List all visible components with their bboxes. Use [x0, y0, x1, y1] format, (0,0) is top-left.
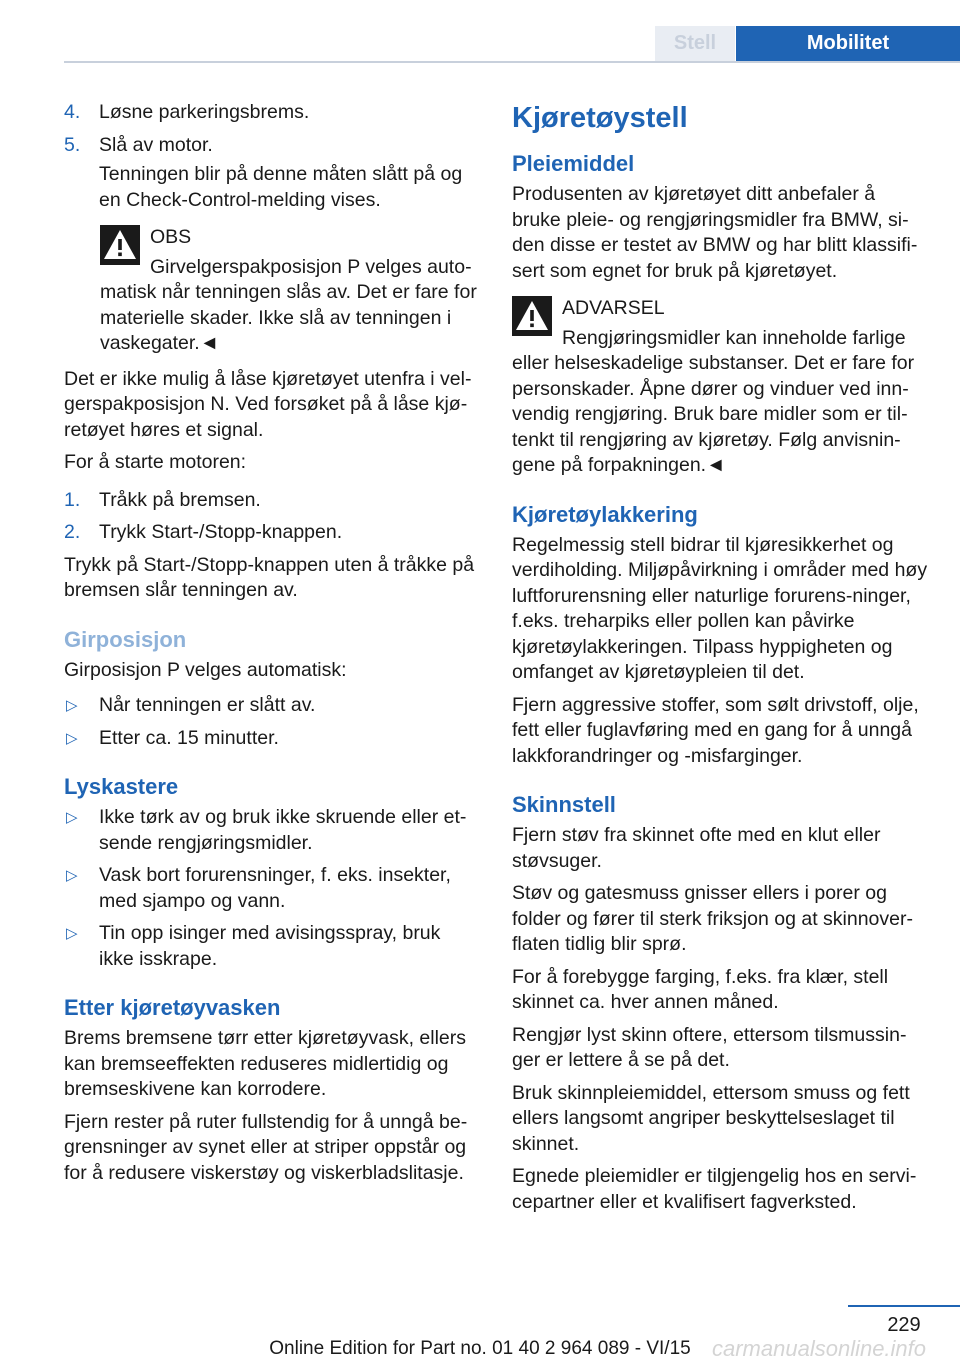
warning-text: eller helseskadelige substanser. Det er fare for personskader. Åpne dører og vinduer ved inn-vendig rengjøring. Bruk bare midler som er til-tenkt til rengjøring av kjøretøy. Følg anvisnin-gene på forpakningen.◄ [512, 352, 915, 476]
paragraph: Fjern rester på ruter fullstendig for å unngå be-grensninger av synet eller at striper oppstår og for å redusere viskerstøy og viskerbladslitasje. [64, 1110, 468, 1184]
warning-icon [100, 225, 140, 265]
tab-stell: Stell [655, 26, 735, 61]
bullet-item [64, 726, 480, 752]
step-text: Slå av motor. [99, 133, 213, 156]
triangle-bullet-icon: ▷ [66, 809, 78, 826]
step-text: Løsne parkeringsbrems. [99, 101, 310, 123]
notice-label: OBS [150, 226, 192, 248]
footer-rule [848, 1305, 960, 1307]
list-item [64, 100, 480, 126]
paragraph: Rengjør lyst skinn oftere, ettersom tilsmussin-ger er lettere å se på det. [512, 1023, 907, 1071]
paragraph: Egnede pleiemidler er tilgjengelig hos en servi-cepartner eller et kvalifisert fagverksted. [512, 1165, 917, 1213]
triangle-bullet-icon: ▷ [66, 729, 78, 747]
step-number: 1. [64, 488, 81, 511]
edition-line: Online Edition for Part no. 01 40 2 964 089 - VI/15 [269, 1338, 691, 1359]
section-heading: Etter kjøretøyvasken [64, 995, 281, 1020]
section-heading: Kjøretøylakkering [512, 501, 698, 527]
section-heading: Lyskastere [64, 774, 179, 799]
triangle-bullet-icon: ▷ [66, 925, 78, 942]
step-text: Tråkk på bremsen. [99, 488, 261, 511]
step-number: 4. [64, 101, 81, 123]
paragraph: Bruk skinnpleiemiddel, ettersom smuss og fett ellers langsomt angriper beskyttelseslaget til skinnet. [512, 1081, 910, 1155]
notice-first-line: Girvelgerspakposisjon P velges auto- [150, 255, 472, 278]
bullet-item [64, 863, 480, 914]
page-number: 229 [887, 1314, 921, 1336]
bullet-text: Ikke tørk av og bruk ikke skruende eller et-sende rengjøringsmidler. [99, 806, 467, 854]
step-text: Trykk Start-/Stopp-knappen. [99, 521, 343, 543]
list-item [64, 488, 480, 514]
bullet-text: Vask bort forurensninger, f. eks. insekter, med sjampo og vann. [99, 864, 451, 912]
warning-box [512, 296, 928, 479]
triangle-bullet-icon: ▷ [66, 697, 78, 714]
bullet-item [64, 921, 480, 972]
paragraph: Produsenten av kjøretøyet ditt anbefaler å bruke pleie- og rengjøringsmidler fra BMW, si-den disse er testet av BMW og har blitt klassifi-sert som egnet for bruk på kjøretøyet. [512, 183, 918, 282]
paragraph: Fjern aggressive stoffer, som sølt drivstoff, olje, fett eller fuglavføring med en gang for å unngå lakkforandringer og -misfarginger. [512, 693, 919, 767]
paragraph: Det er ikke mulig å låse kjøretøyet utenfra i vel-gerspakposisjon N. Ved forsøket på å låse kjø-retøyet høres et signal. [64, 367, 472, 441]
paragraph: Trykk på Start-/Stopp-knappen uten å tråkke på bremsen slår tenningen av. [64, 553, 475, 601]
bullet-text: Etter ca. 15 minutter. [99, 726, 279, 749]
paragraph: Regelmessig stell bidrar til kjøresikkerhet og verdiholding. Miljøpåvirkning i områder med høy luftforurensning eller naturlige forurens-ninger, f.eks. treharpiks eller pollen kan påvirke kjøretøylakkeringen. Tilpass hyppigheten og omfanget av kjøretøypleien til det. [512, 533, 928, 683]
tab-mobilitet: Mobilitet [736, 26, 960, 61]
triangle-bullet-icon: ▷ [66, 867, 78, 884]
header-rule [64, 61, 960, 63]
step-number: 5. [64, 133, 81, 156]
section-heading: Girposisjon [64, 626, 187, 652]
paragraph: For å forebygge farging, f.eks. fra klær, stell skinnet ca. hver annen måned. [512, 965, 889, 1013]
paragraph: Girposisjon P velges automatisk: [64, 658, 347, 681]
bullet-item [64, 805, 480, 856]
bullet-text: Tin opp isinger med avisingsspray, bruk ikke isskrape. [99, 922, 441, 970]
section-heading: Pleiemiddel [512, 151, 635, 176]
notice-box [100, 225, 480, 357]
bullet-text: Når tenningen er slått av. [99, 694, 316, 716]
right-column [512, 100, 928, 1222]
paragraph: Brems bremsene tørr etter kjøretøyvask, ellers kan bremseeffekten reduseres midlertidig og bremseskivene kan korrodere. [64, 1027, 466, 1100]
paragraph: Støv og gatesmuss gnisser ellers i porer og folder og fører til sterk friksjon og at skinnover-flaten tidlig blir sprø. [512, 882, 913, 955]
left-column [64, 100, 480, 1193]
watermark: carmanualsonline.info [712, 1336, 927, 1361]
section-heading: Skinnstell [512, 792, 616, 817]
bullet-item [64, 693, 480, 719]
warning-first-line: Rengjøringsmidler kan inneholde farlige [562, 326, 906, 349]
paragraph: For å starte motoren: [64, 451, 247, 473]
step-detail: Tenningen blir på denne måten slått på og en Check-Control-melding vises. [99, 163, 463, 211]
warning-label: ADVARSEL [562, 297, 665, 319]
paragraph: Fjern støv fra skinnet ofte med en klut eller støvsuger. [512, 824, 881, 872]
notice-text: matisk når tenningen slås av. Det er fare for materielle skader. Ikke slå av tenningen i vaskegater.◄ [100, 281, 477, 354]
list-item [64, 133, 480, 214]
warning-icon [512, 296, 552, 336]
step-number: 2. [64, 521, 81, 543]
page-title: Kjøretøystell [512, 102, 688, 134]
list-item [64, 520, 480, 546]
